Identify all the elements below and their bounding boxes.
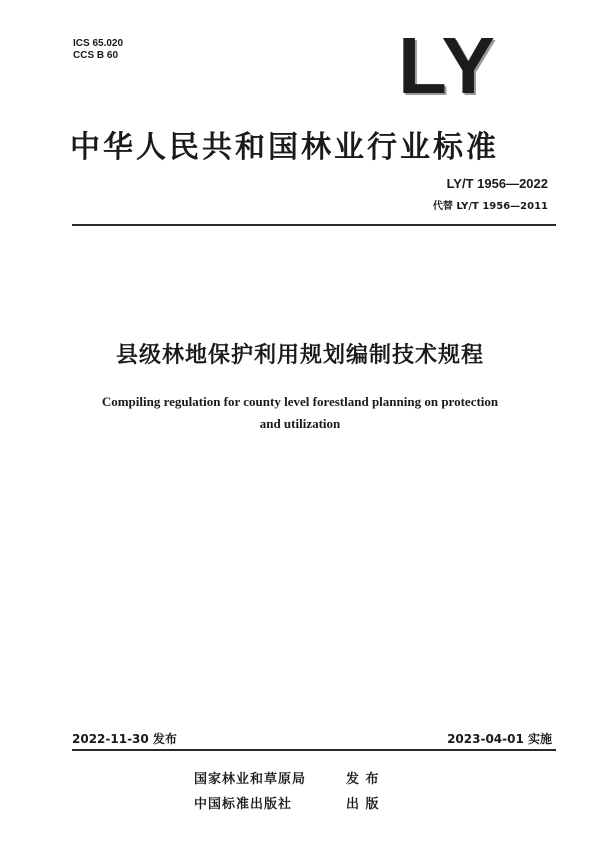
- publisher-name: 中国标准出版社: [194, 797, 293, 812]
- standard-number: LY/T 1956—2022: [446, 176, 548, 191]
- issuer-name: 国家林业和草原局: [194, 772, 307, 787]
- title-english: [60, 391, 540, 435]
- ics-code: ICS 65.020: [73, 38, 124, 49]
- replaces-standard: 代替 LY/T 1956—2011: [432, 201, 548, 212]
- issuer-action: 发 布: [346, 772, 380, 787]
- title-english-line1: Compiling regulation for county level forestland planning on protection: [101, 394, 499, 409]
- publish-date: 2022-11-30 发布: [72, 732, 177, 746]
- title-chinese: 县级林地保护利用规划编制技术规程: [115, 343, 484, 368]
- publisher-action: 出 版: [346, 797, 380, 812]
- ly-logo: LY: [398, 21, 497, 110]
- top-divider: [72, 224, 556, 226]
- ccs-code: CCS B 60: [73, 50, 119, 61]
- publisher-row: [0, 793, 600, 812]
- classification-codes: [73, 38, 123, 62]
- organization-title: 中华人民共和国林业行业标准: [70, 130, 499, 165]
- bottom-divider: [72, 749, 556, 751]
- issuer-row: [0, 768, 600, 787]
- implement-date: 2023-04-01 实施: [447, 732, 552, 746]
- title-english-line2: and utilization: [259, 416, 341, 431]
